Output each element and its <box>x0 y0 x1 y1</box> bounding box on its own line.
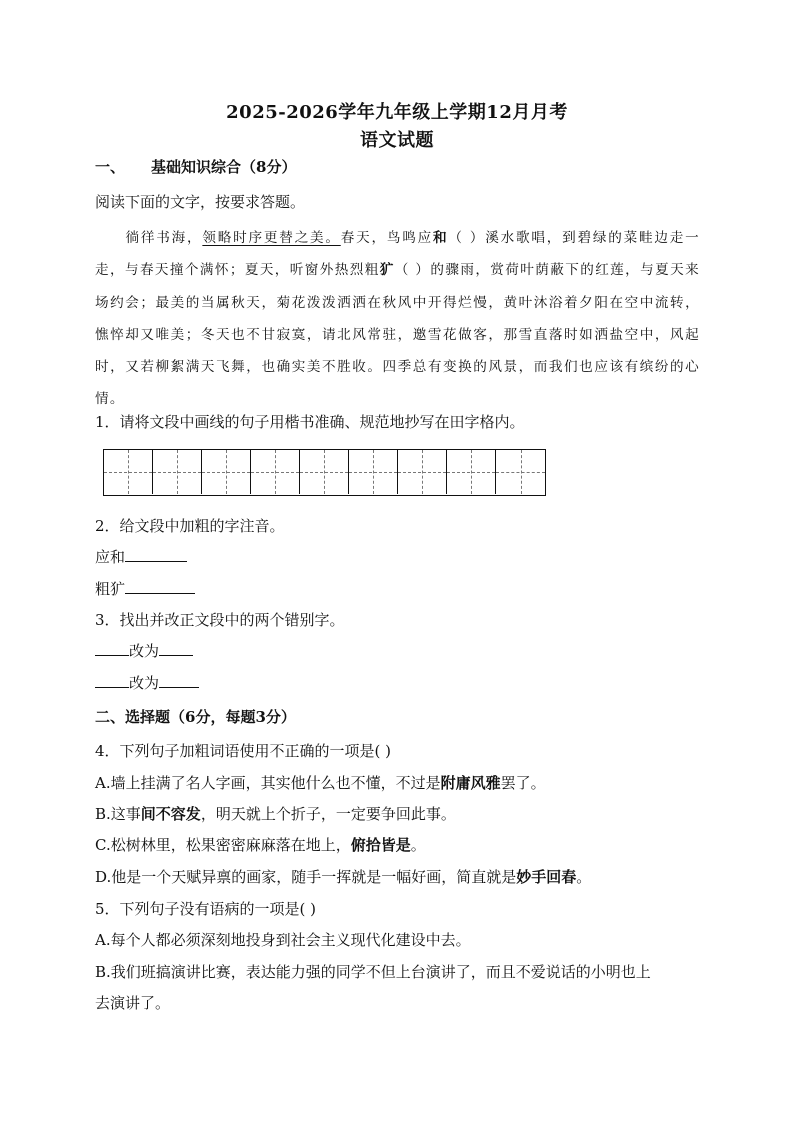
section1-instruction: 阅读下面的文字，按要求答题。 <box>95 193 306 211</box>
question-4: 4．下列句子加粗词语使用不正确的一项是( ) <box>95 742 392 760</box>
option-text: 罢了。 <box>500 774 546 792</box>
q2-word: 粗犷 <box>95 580 126 598</box>
q4-option-c[interactable] <box>95 834 705 856</box>
section2-heading: 二、选择题（6分，每题3分） <box>95 708 296 726</box>
grid-cell[interactable] <box>251 450 300 494</box>
question-2: 2．给文段中加粗的字注音。 <box>95 517 285 535</box>
q4-option-b[interactable] <box>95 803 705 825</box>
grid-cell[interactable] <box>398 450 447 494</box>
q5-option-b[interactable]: B.我们班搞演讲比赛，表达能力强的同学不但上台演讲了，而且不爱说话的小明也上 <box>95 963 651 981</box>
answer-blank[interactable] <box>125 578 195 594</box>
option-text: ，明天就上个折子，一定要争回此事。 <box>200 805 456 823</box>
bold-char-guang: 犷 <box>379 262 395 279</box>
option-bold-term: 俯拾皆是 <box>350 836 411 854</box>
option-text: 。 <box>576 868 592 886</box>
option-text: C.松树林里，松果密密麻麻落在地上， <box>95 836 351 854</box>
grid-cell[interactable] <box>447 450 496 494</box>
change-to-label: 改为 <box>129 642 160 660</box>
question-1: 1．请将文段中画线的句子用楷书准确、规范地抄写在田字格内。 <box>95 413 525 431</box>
exam-subtitle: 语文试题 <box>360 130 434 151</box>
q2-word: 应和 <box>95 548 126 566</box>
grid-cell[interactable] <box>496 450 545 494</box>
answer-blank[interactable] <box>159 672 199 688</box>
grid-cell[interactable] <box>104 450 153 494</box>
option-bold-term: 间不容发 <box>140 805 201 823</box>
answer-blank[interactable] <box>125 546 187 562</box>
q5-option-a[interactable]: A.每个人都必须深刻地投身到社会主义现代化建设中去。 <box>95 931 471 949</box>
answer-blank[interactable] <box>159 640 193 656</box>
option-bold-term: 妙手回春 <box>516 868 577 886</box>
passage-text: 徜徉书海， <box>125 230 203 246</box>
question-3: 3．找出并改正文段中的两个错别字。 <box>95 611 345 629</box>
grid-cell[interactable] <box>300 450 349 494</box>
option-text: 。 <box>410 836 426 854</box>
exam-title: 2025-2026学年九年级上学期12月月考 <box>226 102 568 123</box>
grid-cell[interactable] <box>349 450 398 494</box>
section1-title: 基础知识综合（8分） <box>151 158 297 176</box>
passage-text: 春天，鸟鸣应 <box>340 230 433 246</box>
option-bold-term: 附庸风雅 <box>440 774 501 792</box>
q4-option-d[interactable] <box>95 866 705 888</box>
reading-passage <box>95 222 700 416</box>
q2-item-cuguang <box>95 578 705 600</box>
grid-cell[interactable] <box>153 450 202 494</box>
passage-text: （ ）的骤雨，赏荷叶荫蔽下的红莲，与夏天来场约会；最美的当属秋天，菊花泼泼洒洒在秋风中开得烂慢，黄叶沐浴着夕阳在空中流转，憔悴却又唯美；冬天也不甘寂寞，请北风常驻，邀雪花做客，那雪直落时如洒盐空中，风起时，又若柳絮满天飞舞，也确实美不胜收。四季总有变换的风景，而我们也应该有缤纷的心情。 <box>95 262 700 408</box>
tianzige-grid[interactable] <box>103 449 546 496</box>
section1-number: 一、 <box>95 158 126 176</box>
bold-char-he: 和 <box>432 230 449 246</box>
passage-text: （ ）溪水歌唱，到碧绿的菜畦边走一走，与春天撞个满怀；夏天，听窗外热烈粗 <box>95 230 700 279</box>
answer-blank[interactable] <box>95 640 129 656</box>
q5-option-b-cont[interactable]: 去演讲了。 <box>95 994 171 1012</box>
option-text: D.他是一个天赋异禀的画家，随手一挥就是一幅好画，简直就是 <box>95 868 517 886</box>
answer-blank[interactable] <box>95 672 129 688</box>
q4-option-a[interactable] <box>95 772 705 794</box>
option-text: B.这事 <box>95 805 141 823</box>
q2-item-yinghe <box>95 546 705 568</box>
q3-correction-1 <box>95 640 705 662</box>
underlined-sentence: 领略时序更替之美。 <box>202 230 341 246</box>
option-text: A.墙上挂满了名人字画，其实他什么也不懂，不过是 <box>95 774 441 792</box>
section1-heading <box>95 156 705 178</box>
grid-cell[interactable] <box>202 450 251 494</box>
change-to-label: 改为 <box>129 674 160 692</box>
question-5: 5．下列句子没有语病的一项是( ) <box>95 900 317 918</box>
q3-correction-2 <box>95 672 705 694</box>
